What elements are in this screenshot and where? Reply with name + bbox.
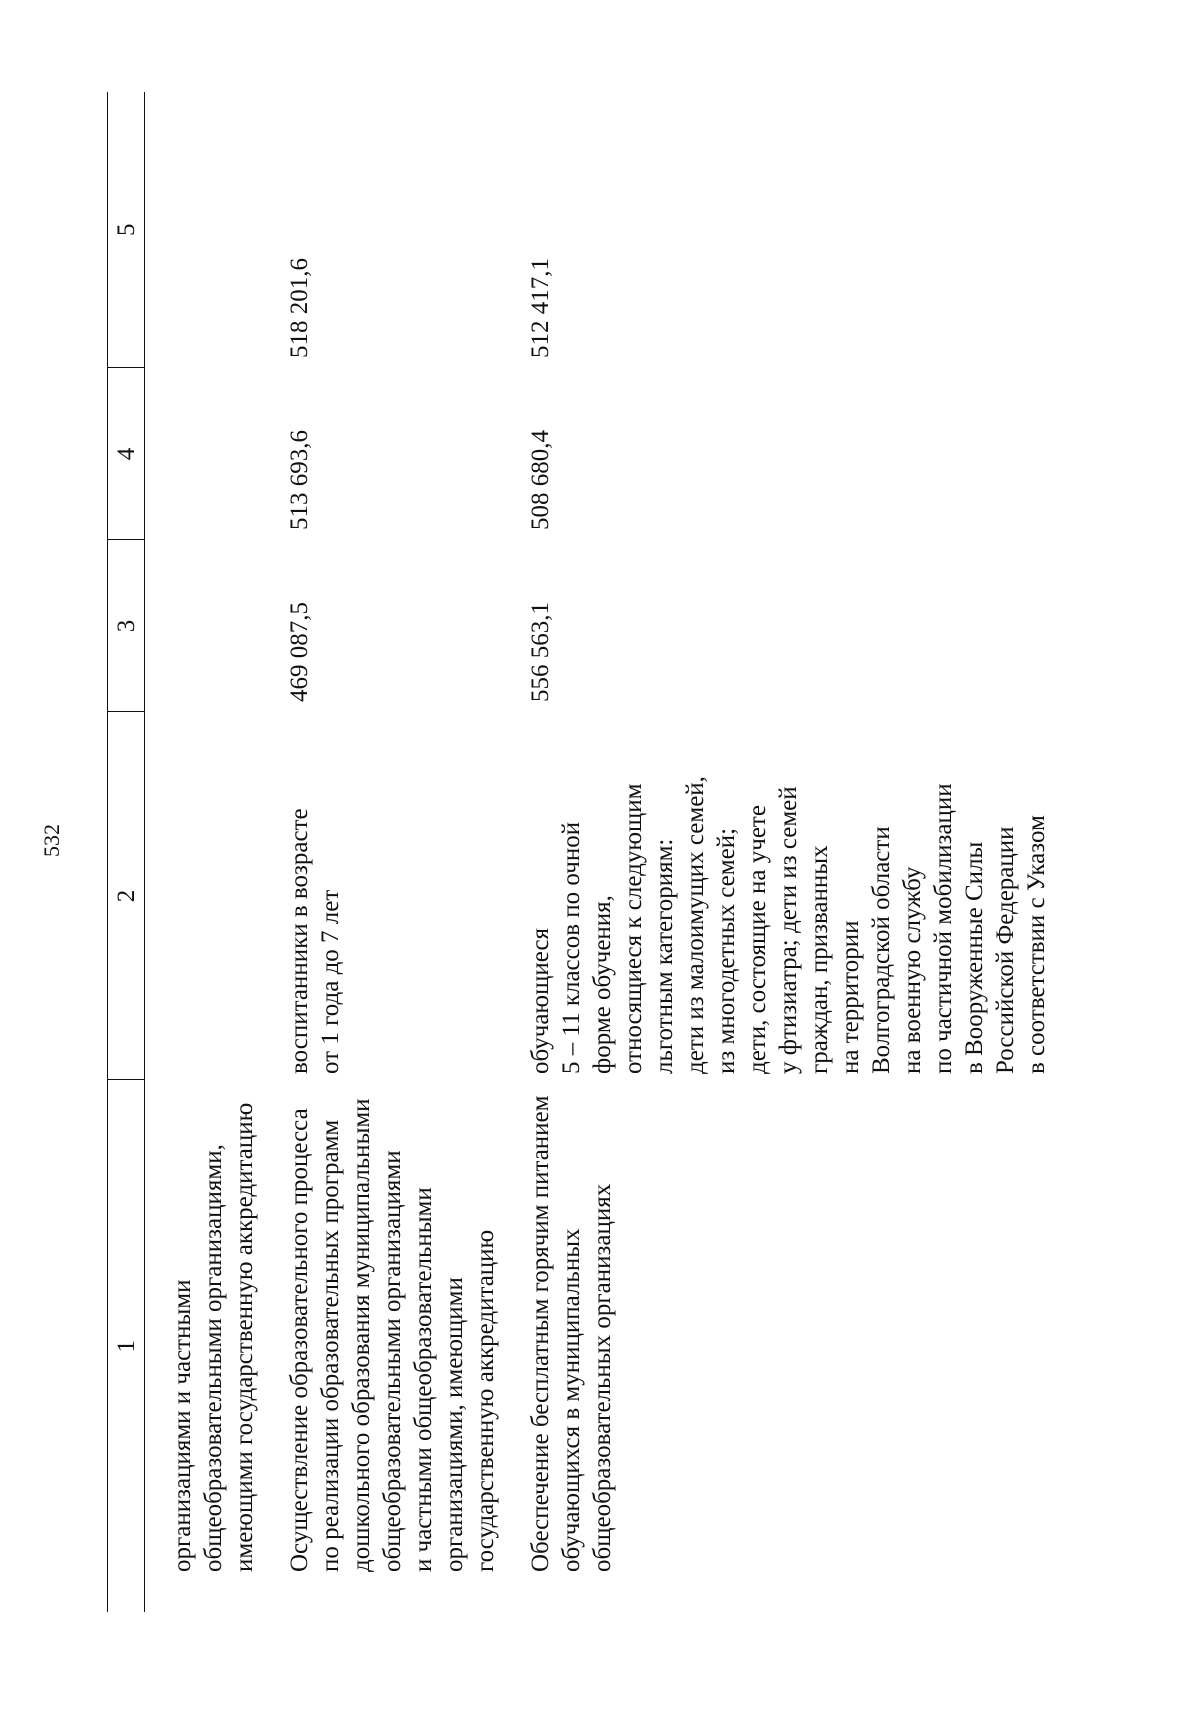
row-3-value-4: 508 680,4 xyxy=(527,430,554,530)
row-2-value-5: 518 201,6 xyxy=(286,258,313,358)
row-2-category xyxy=(260,712,501,1080)
text-line: граждан, призванных xyxy=(806,845,833,1074)
row-1-category xyxy=(145,712,261,1080)
text-line: по частичной мобилизации xyxy=(930,783,957,1074)
text-line: 5 – 11 классов по очной xyxy=(558,821,585,1074)
table-row xyxy=(501,92,1052,1612)
row-1-value-4 xyxy=(145,368,261,540)
text-line: дети, состоящие на учете xyxy=(744,805,771,1074)
text-line: дошкольного образования муниципальными xyxy=(348,1098,375,1572)
text-line: Волгоградской области xyxy=(868,826,895,1074)
text-line: общеобразовательными организациями, xyxy=(200,1144,227,1572)
header-col-1: 1 xyxy=(108,1080,145,1612)
text-line: Российской Федерации xyxy=(992,826,1019,1074)
header-col-4: 4 xyxy=(108,368,145,540)
text-line: государственную аккредитацию xyxy=(472,1229,499,1572)
table-row xyxy=(260,92,501,1612)
text-line: организациями, имеющими xyxy=(441,1277,468,1572)
text-line: форме обучения, xyxy=(589,895,616,1074)
text-line: на территории xyxy=(837,920,864,1074)
text-line: от 1 года до 7 лет xyxy=(317,889,344,1074)
text-line: в соответствии с Указом xyxy=(1023,815,1050,1074)
header-col-5: 5 xyxy=(108,92,145,368)
text-line: относящиеся к следующим xyxy=(620,783,647,1074)
text-line: организациями и частными xyxy=(169,1279,196,1572)
text-line: дети из малоимущих семей, xyxy=(682,776,709,1074)
header-col-2: 2 xyxy=(108,712,145,1080)
text-line: общеобразовательных организациях xyxy=(589,1183,616,1572)
budget-table-container xyxy=(107,92,1052,1612)
text-line: льготным категориям: xyxy=(651,838,678,1074)
budget-table xyxy=(107,92,1052,1612)
text-line: по реализации образовательных программ xyxy=(317,1119,344,1572)
table-header-row xyxy=(108,92,145,1612)
text-line: на военную службу xyxy=(899,866,926,1074)
row-3-description xyxy=(501,1080,1052,1612)
row-1-description xyxy=(145,1080,261,1612)
row-1-value-3 xyxy=(145,540,261,712)
text-line: обучающихся в муниципальных xyxy=(558,1228,585,1572)
text-line: обучающиеся xyxy=(527,927,554,1074)
row-1-value-5 xyxy=(145,92,261,368)
text-line: в Вооруженные Силы xyxy=(961,841,988,1074)
text-line: Осуществление образовательного процесса xyxy=(286,1108,313,1572)
row-3-value-5: 512 417,1 xyxy=(527,258,554,358)
header-col-3: 3 xyxy=(108,540,145,712)
row-3-value-3: 556 563,1 xyxy=(527,602,554,702)
text-line: Обеспечение бесплатным горячим питанием xyxy=(527,1095,554,1572)
row-3-category xyxy=(501,712,1052,1080)
row-2-value-4: 513 693,6 xyxy=(286,430,313,530)
text-line: из многодетных семей; xyxy=(713,827,740,1074)
text-line: имеющими государственную аккредитацию xyxy=(231,1102,258,1572)
table-row xyxy=(145,92,261,1612)
text-line: у фтизиатра; дети из семей xyxy=(775,786,802,1074)
row-2-description xyxy=(260,1080,501,1612)
page-number: 532 xyxy=(39,824,64,857)
text-line: общеобразовательными организациями xyxy=(379,1150,406,1572)
text-line: воспитанники в возрасте xyxy=(286,808,313,1074)
text-line: и частными общеобразовательными xyxy=(410,1187,437,1572)
row-2-value-3: 469 087,5 xyxy=(286,602,313,702)
